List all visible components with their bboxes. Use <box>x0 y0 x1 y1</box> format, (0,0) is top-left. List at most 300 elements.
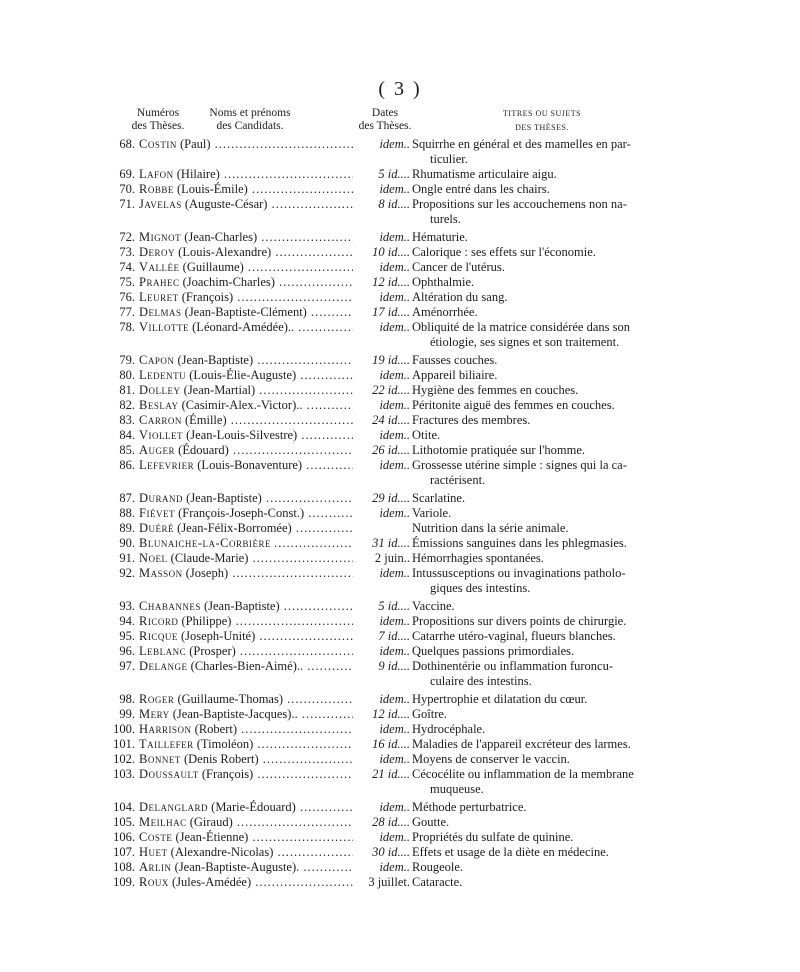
thesis-number: 79. <box>119 353 135 367</box>
candidate-name <box>139 320 353 350</box>
thesis-number: 71. <box>119 197 135 211</box>
list-item <box>0 443 800 458</box>
candidate-given-names: (Édouard) <box>178 443 229 457</box>
list-item <box>0 275 800 290</box>
candidate-name <box>139 737 353 752</box>
candidate-given-names: (Jean-Baptiste-Auguste). <box>174 860 300 874</box>
list-item <box>0 692 800 707</box>
list-item <box>0 566 800 596</box>
candidate-surname: Mignot <box>139 230 182 244</box>
candidate-surname: Mery <box>139 707 170 721</box>
candidate-given-names: (Joseph-Unité) <box>180 629 256 643</box>
list-item <box>0 551 800 566</box>
thesis-number: 97. <box>119 659 135 673</box>
candidate-surname: Duéré <box>139 521 175 535</box>
thesis-number: 102. <box>113 752 135 766</box>
candidate-given-names: (Jean-Baptiste) <box>186 491 262 505</box>
thesis-date: 12 id.... <box>372 707 410 721</box>
thesis-title: Goître. <box>412 707 448 721</box>
thesis-title: Aménorrhée. <box>412 305 478 319</box>
header-numeros: Numéros des Thèses. <box>131 107 185 132</box>
candidate-name <box>139 707 353 722</box>
thesis-number: 84. <box>119 428 135 442</box>
thesis-date: idem.. <box>379 398 410 412</box>
candidate-name <box>139 398 353 413</box>
thesis-title-continuation: giques des intestins. <box>430 581 531 595</box>
candidate-given-names: (Joseph) <box>185 566 229 580</box>
candidate-name <box>139 491 353 506</box>
list-item <box>0 875 800 890</box>
theses-list <box>0 137 800 890</box>
thesis-title-continuation: ractérisent. <box>430 473 486 487</box>
candidate-name <box>139 260 353 275</box>
thesis-title: Hypertrophie et dilatation du cœur. <box>412 692 588 706</box>
candidate-given-names: (Hilaire) <box>176 167 220 181</box>
thesis-date: 24 id.... <box>372 413 410 427</box>
candidate-surname: Viollet <box>139 428 184 442</box>
candidate-name <box>139 722 353 737</box>
candidate-given-names: (Jean-Charles) <box>184 230 258 244</box>
thesis-date: 17 id.... <box>372 305 410 319</box>
thesis-title: Ongle entré dans les chairs. <box>412 182 550 196</box>
thesis-date: idem.. <box>379 614 410 628</box>
thesis-date: idem.. <box>379 182 410 196</box>
thesis-date: idem.. <box>379 506 410 520</box>
candidate-given-names: (Jean-Étienne) <box>175 830 249 844</box>
candidate-given-names: (Jules-Amédée) <box>171 875 252 889</box>
thesis-title: Obliquité de la matrice considérée dans son étiologie, ses signes et son traitement. <box>412 320 672 350</box>
list-item <box>0 599 800 614</box>
candidate-name <box>139 458 353 488</box>
candidate-surname: Auger <box>139 443 176 457</box>
candidate-name <box>139 167 353 182</box>
candidate-name <box>139 629 353 644</box>
candidate-given-names: (Jean-Baptiste-Clément) <box>184 305 307 319</box>
thesis-title: Grossesse utérine simple : signes qui la ca- ractérisent. <box>412 458 672 488</box>
thesis-date: idem.. <box>379 428 410 442</box>
candidate-name <box>139 413 353 428</box>
candidate-name <box>139 860 353 875</box>
list-item <box>0 260 800 275</box>
thesis-date: 5 id.... <box>378 599 410 613</box>
candidate-surname: Ricque <box>139 629 178 643</box>
candidate-given-names: (Casimir-Alex.-Victor).. <box>181 398 303 412</box>
thesis-number: 78. <box>119 320 135 334</box>
list-item <box>0 167 800 182</box>
thesis-title-continuation: étiologie, ses signes et son traitement. <box>430 335 620 349</box>
candidate-given-names: (Louis-Émile) <box>176 182 248 196</box>
candidate-surname: Noel <box>139 551 168 565</box>
candidate-given-names: (Prosper) <box>189 644 236 658</box>
candidate-given-names: (Joachim-Charles) <box>182 275 275 289</box>
list-item <box>0 707 800 722</box>
thesis-date: 26 id.... <box>372 443 410 457</box>
header-noms: Noms et prénoms des Candidats. <box>209 107 291 132</box>
thesis-number: 101. <box>113 737 135 751</box>
candidate-name <box>139 353 353 368</box>
list-item <box>0 290 800 305</box>
candidate-surname: Delmas <box>139 305 182 319</box>
candidate-given-names: (Timoléon) <box>196 737 254 751</box>
thesis-number: 68. <box>119 137 135 151</box>
thesis-date: idem.. <box>379 137 410 151</box>
candidate-surname: Doussault <box>139 767 199 781</box>
thesis-number: 108. <box>113 860 135 874</box>
list-item <box>0 182 800 197</box>
thesis-date: idem.. <box>379 830 410 844</box>
list-item <box>0 722 800 737</box>
thesis-title: Propositions sur divers points de chirurgie. <box>412 614 627 628</box>
thesis-number: 72. <box>119 230 135 244</box>
thesis-date: 5 id.... <box>378 167 410 181</box>
candidate-surname: Masson <box>139 566 183 580</box>
thesis-number: 100. <box>113 722 135 736</box>
candidate-given-names: (Giraud) <box>189 815 233 829</box>
candidate-surname: Leblanc <box>139 644 187 658</box>
candidate-name <box>139 290 353 305</box>
thesis-title: Péritonite aiguë des femmes en couches. <box>412 398 615 412</box>
candidate-name <box>139 767 353 797</box>
thesis-number: 76. <box>119 290 135 304</box>
list-item <box>0 614 800 629</box>
list-item <box>0 137 800 167</box>
candidate-given-names: (Jean-Félix-Borromée) <box>177 521 292 535</box>
candidate-name <box>139 614 353 629</box>
thesis-title: Quelques passions primordiales. <box>412 644 575 658</box>
thesis-title: Ophthalmie. <box>412 275 475 289</box>
thesis-number: 80. <box>119 368 135 382</box>
list-item <box>0 767 800 797</box>
thesis-title: Rhumatisme articulaire aigu. <box>412 167 557 181</box>
thesis-title: Nutrition dans la série animale. <box>412 521 569 535</box>
candidate-surname: Carron <box>139 413 182 427</box>
thesis-title: Propositions sur les accouchemens non na- turels. <box>412 197 672 227</box>
thesis-date: 29 id.... <box>372 491 410 505</box>
thesis-date: idem.. <box>379 566 410 580</box>
candidate-surname: Lefevrier <box>139 458 195 472</box>
list-item <box>0 815 800 830</box>
header-dates: Dates des Thèses. <box>358 107 412 132</box>
candidate-given-names: (Philippe) <box>181 614 232 628</box>
thesis-title: Otite. <box>412 428 441 442</box>
candidate-given-names: (Claude-Marie) <box>170 551 249 565</box>
candidate-name <box>139 644 353 659</box>
thesis-title: Cataracte. <box>412 875 463 889</box>
list-item <box>0 830 800 845</box>
candidate-name <box>139 245 353 260</box>
list-item <box>0 428 800 443</box>
candidate-surname: Delanglard <box>139 800 209 814</box>
candidate-given-names: (Guillaume-Thomas) <box>177 692 283 706</box>
candidate-surname: Bonnet <box>139 752 181 766</box>
candidate-name <box>139 800 353 815</box>
candidate-given-names: (Jean-Martial) <box>183 383 256 397</box>
candidate-surname: Delange <box>139 659 188 673</box>
thesis-number: 91. <box>119 551 135 565</box>
candidate-name <box>139 599 353 614</box>
thesis-number: 93. <box>119 599 135 613</box>
thesis-number: 92. <box>119 566 135 580</box>
thesis-date: 22 id.... <box>372 383 410 397</box>
candidate-surname: Chabannes <box>139 599 201 613</box>
candidate-name <box>139 845 353 860</box>
thesis-number: 88. <box>119 506 135 520</box>
thesis-title: Effets et usage de la diète en médecine. <box>412 845 609 859</box>
thesis-title: Lithotomie pratiquée sur l'homme. <box>412 443 586 457</box>
thesis-number: 73. <box>119 245 135 259</box>
thesis-date: 9 id.... <box>378 659 410 673</box>
candidate-given-names: (Émille) <box>184 413 227 427</box>
list-item <box>0 398 800 413</box>
list-item <box>0 320 800 350</box>
thesis-number: 96. <box>119 644 135 658</box>
page-number: ( 3 ) <box>378 78 422 100</box>
thesis-number: 109. <box>113 875 135 889</box>
thesis-number: 94. <box>119 614 135 628</box>
thesis-number: 103. <box>113 767 135 781</box>
thesis-date: idem.. <box>379 320 410 334</box>
candidate-surname: Arlin <box>139 860 172 874</box>
list-item <box>0 305 800 320</box>
thesis-date: 31 id.... <box>372 536 410 550</box>
thesis-title: Fractures des membres. <box>412 413 531 427</box>
thesis-date: idem.. <box>379 458 410 472</box>
candidate-name <box>139 536 353 551</box>
candidate-name <box>139 275 353 290</box>
candidate-name <box>139 137 353 167</box>
thesis-title: Appareil biliaire. <box>412 368 498 382</box>
list-item <box>0 197 800 227</box>
thesis-title-continuation: ticulier. <box>430 152 468 166</box>
thesis-date: idem.. <box>379 260 410 274</box>
thesis-title: Hygiène des femmes en couches. <box>412 383 579 397</box>
candidate-given-names: (Jean-Baptiste-Jacques).. <box>172 707 298 721</box>
thesis-title: Variole. <box>412 506 452 520</box>
candidate-surname: Costin <box>139 137 177 151</box>
thesis-date: idem.. <box>379 692 410 706</box>
thesis-title: Émissions sanguines dans les phlegmasies. <box>412 536 627 550</box>
candidate-surname: Dolley <box>139 383 181 397</box>
thesis-date: 3 juillet. <box>368 875 410 889</box>
thesis-date: idem.. <box>379 800 410 814</box>
candidate-surname: Beslay <box>139 398 179 412</box>
candidate-name <box>139 443 353 458</box>
list-item <box>0 737 800 752</box>
thesis-title: Méthode perturbatrice. <box>412 800 527 814</box>
thesis-number: 82. <box>119 398 135 412</box>
candidate-given-names: (Charles-Bien-Aimé).. <box>190 659 304 673</box>
candidate-surname: Robbe <box>139 182 174 196</box>
candidate-given-names: (Jean-Baptiste) <box>177 353 254 367</box>
candidate-surname: Fiévet <box>139 506 175 520</box>
thesis-number: 83. <box>119 413 135 427</box>
thesis-date: idem.. <box>379 722 410 736</box>
thesis-number: 69. <box>119 167 135 181</box>
thesis-number: 70. <box>119 182 135 196</box>
thesis-title: Catarrhe utéro-vaginal, flueurs blanches. <box>412 629 616 643</box>
candidate-surname: Huet <box>139 845 168 859</box>
list-item <box>0 536 800 551</box>
list-item <box>0 845 800 860</box>
candidate-name <box>139 659 353 689</box>
thesis-title-continuation: culaire des intestins. <box>430 674 532 688</box>
thesis-number: 104. <box>113 800 135 814</box>
list-item <box>0 491 800 506</box>
thesis-title: Calorique : ses effets sur l'économie. <box>412 245 596 259</box>
candidate-name <box>139 875 353 890</box>
thesis-number: 98. <box>119 692 135 706</box>
candidate-surname: Blunaiche-la-Corbière <box>139 536 271 550</box>
candidate-given-names: (Louis-Bonaventure) <box>197 458 303 472</box>
candidate-given-names: (François-Joseph-Const.) <box>178 506 305 520</box>
candidate-surname: Harrison <box>139 722 192 736</box>
thesis-date: idem.. <box>379 860 410 874</box>
thesis-date: idem.. <box>379 644 410 658</box>
thesis-number: 95. <box>119 629 135 643</box>
thesis-title: Altération du sang. <box>412 290 508 304</box>
thesis-title: Propriétés du sulfate de quinine. <box>412 830 574 844</box>
thesis-date: 8 id.... <box>378 197 410 211</box>
thesis-date: idem.. <box>379 752 410 766</box>
thesis-number: 107. <box>113 845 135 859</box>
list-item <box>0 353 800 368</box>
candidate-given-names: (Robert) <box>194 722 238 736</box>
candidate-surname: Meilhac <box>139 815 187 829</box>
candidate-name <box>139 551 353 566</box>
thesis-title: Fausses couches. <box>412 353 498 367</box>
thesis-date: 2 juin.. <box>374 551 410 565</box>
thesis-date: 7 id.... <box>378 629 410 643</box>
candidate-surname: Roger <box>139 692 175 706</box>
candidate-surname: Roux <box>139 875 169 889</box>
list-item <box>0 752 800 767</box>
candidate-given-names: (Jean-Baptiste) <box>203 599 280 613</box>
thesis-number: 81. <box>119 383 135 397</box>
candidate-name <box>139 752 353 767</box>
list-item <box>0 521 800 536</box>
thesis-number: 99. <box>119 707 135 721</box>
thesis-number: 75. <box>119 275 135 289</box>
candidate-surname: Prahec <box>139 275 180 289</box>
list-item <box>0 383 800 398</box>
list-item <box>0 506 800 521</box>
candidate-given-names: (Denis Robert) <box>183 752 259 766</box>
list-item <box>0 644 800 659</box>
candidate-surname: Coste <box>139 830 173 844</box>
candidate-surname: Deroy <box>139 245 176 259</box>
thesis-title: Hémorrhagies spontanées. <box>412 551 544 565</box>
thesis-title: Cécocélite ou inflammation de la membrane muqueuse. <box>412 767 672 797</box>
list-item <box>0 368 800 383</box>
candidate-surname: Capon <box>139 353 175 367</box>
thesis-number: 74. <box>119 260 135 274</box>
candidate-surname: Villotte <box>139 320 190 334</box>
thesis-title: Cancer de l'utérus. <box>412 260 505 274</box>
candidate-given-names: (François) <box>181 290 234 304</box>
candidate-name <box>139 182 353 197</box>
candidate-given-names: (Guillaume) <box>182 260 244 274</box>
candidate-surname: Lafon <box>139 167 174 181</box>
thesis-title: Hématurie. <box>412 230 468 244</box>
thesis-number: 85. <box>119 443 135 457</box>
candidate-given-names: (Louis-Alexandre) <box>178 245 272 259</box>
candidate-given-names: (Jean-Louis-Silvestre) <box>186 428 298 442</box>
thesis-title: Intussusceptions ou invaginations patholo- giques des intestins. <box>412 566 672 596</box>
candidate-given-names: (Paul) <box>179 137 211 151</box>
candidate-name <box>139 506 353 521</box>
thesis-title-continuation: muqueuse. <box>430 782 484 796</box>
header-titres: TITRES OU SUJETS DES THÈSES. <box>502 109 582 132</box>
candidate-given-names: (François) <box>201 767 254 781</box>
thesis-number: 105. <box>113 815 135 829</box>
list-item <box>0 413 800 428</box>
thesis-date: 30 id.... <box>372 845 410 859</box>
thesis-title: Hydrocéphale. <box>412 722 486 736</box>
candidate-name <box>139 521 353 536</box>
thesis-title: Moyens de conserver le vaccin. <box>412 752 570 766</box>
candidate-name <box>139 815 353 830</box>
thesis-date: idem.. <box>379 290 410 304</box>
candidate-name <box>139 428 353 443</box>
thesis-date: idem.. <box>379 368 410 382</box>
candidate-surname: Javelas <box>139 197 182 211</box>
thesis-date: 28 id.... <box>372 815 410 829</box>
candidate-given-names: (Léonard-Amédée).. <box>192 320 295 334</box>
candidate-surname: Ricord <box>139 614 179 628</box>
candidate-given-names: (Alexandre-Nicolas) <box>170 845 274 859</box>
thesis-title: Scarlatine. <box>412 491 466 505</box>
candidate-surname: Leuret <box>139 290 179 304</box>
thesis-title-continuation: turels. <box>430 212 461 226</box>
candidate-name <box>139 566 353 596</box>
list-item <box>0 860 800 875</box>
thesis-number: 86. <box>119 458 135 472</box>
candidate-given-names: (Louis-Élie-Auguste) <box>189 368 297 382</box>
list-item <box>0 629 800 644</box>
candidate-given-names: (Auguste-César) <box>184 197 268 211</box>
list-item <box>0 458 800 488</box>
thesis-title: Squirrhe en général et des mamelles en par- ticulier. <box>412 137 672 167</box>
thesis-title: Maladies de l'appareil excréteur des larmes. <box>412 737 631 751</box>
thesis-date: 21 id.... <box>372 767 410 781</box>
candidate-name <box>139 305 353 320</box>
candidate-given-names: (Marie-Édouard) <box>211 800 296 814</box>
thesis-date: 19 id.... <box>372 353 410 367</box>
thesis-number: 77. <box>119 305 135 319</box>
candidate-surname: Ledentu <box>139 368 187 382</box>
list-item <box>0 800 800 815</box>
candidate-name <box>139 692 353 707</box>
thesis-title: Goutte. <box>412 815 450 829</box>
candidate-surname: Taillefer <box>139 737 194 751</box>
thesis-title: Dothinentérie ou inflammation furoncu- culaire des intestins. <box>412 659 672 689</box>
thesis-number: 106. <box>113 830 135 844</box>
thesis-date: idem.. <box>379 230 410 244</box>
candidate-surname: Vallée <box>139 260 180 274</box>
candidate-name <box>139 383 353 398</box>
thesis-date: 16 id.... <box>372 737 410 751</box>
candidate-surname: Durand <box>139 491 184 505</box>
candidate-name <box>139 830 353 845</box>
candidate-name <box>139 368 353 383</box>
thesis-date: 12 id.... <box>372 275 410 289</box>
candidate-name <box>139 197 353 227</box>
list-item <box>0 659 800 689</box>
thesis-title: Rougeole. <box>412 860 464 874</box>
list-item <box>0 245 800 260</box>
list-item <box>0 230 800 245</box>
thesis-number: 87. <box>119 491 135 505</box>
